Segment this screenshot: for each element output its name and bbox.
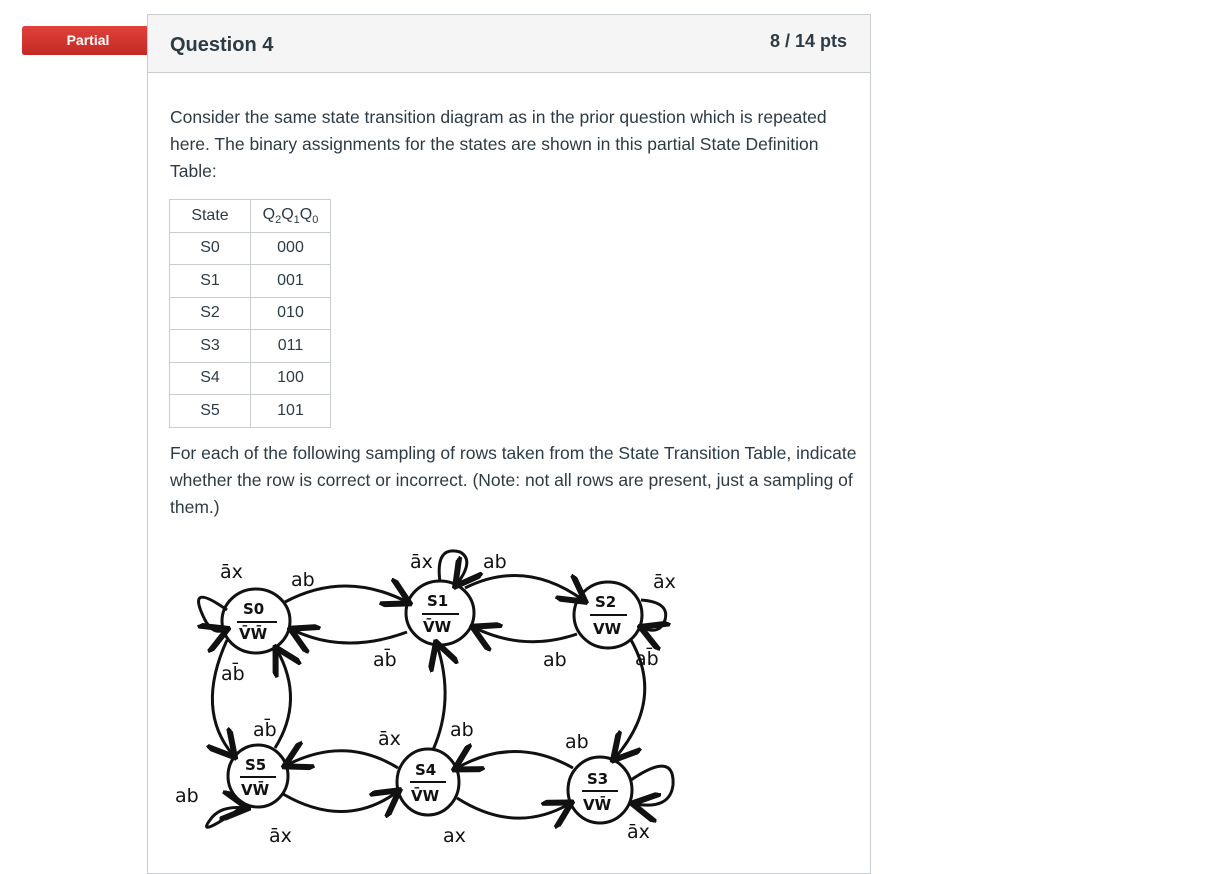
- state-s2-output: VW: [593, 620, 622, 638]
- state-s1-output: V̄W: [423, 618, 452, 636]
- question-title: Question 4: [170, 34, 274, 56]
- question-points: 8 / 14 pts: [769, 31, 847, 51]
- label-s4-s1: ab: [450, 719, 474, 741]
- state-s4-output: V̄W: [411, 787, 440, 805]
- edge-s1-s0: [293, 630, 407, 643]
- label-s2-s1: ab: [543, 649, 567, 671]
- table-row: S4 100: [170, 362, 331, 395]
- edge-s2-self: [641, 600, 666, 630]
- label-s5-s0: ab̄: [253, 719, 277, 741]
- label-s1-s2: ab: [483, 551, 507, 573]
- table-row: S5 101: [170, 395, 331, 428]
- edge-s5-self: [207, 805, 245, 827]
- label-s5-s4: āx: [269, 825, 292, 847]
- state-s0-output: V̄W̄: [239, 625, 268, 643]
- state-s3-output: VW̄: [583, 796, 612, 814]
- edge-s5-s4: [283, 792, 397, 812]
- table-row: S3 011: [170, 330, 331, 363]
- edge-s3-self: [631, 766, 673, 805]
- edge-s0-s5: [212, 640, 233, 755]
- state-s5-name: S5: [245, 756, 267, 774]
- label-s5-self: ab: [175, 785, 199, 807]
- edge-s2-s1: [475, 628, 577, 642]
- partial-badge-label: Partial: [66, 32, 110, 48]
- question-instructions: For each of the following sampling of rows taken from the State Transition Table, indicate whether the row is correct or incorrect. (Note: not all rows are present, just a sampling of them.): [170, 443, 857, 517]
- state-column-header: State: [170, 200, 251, 233]
- state-s3-name: S3: [587, 770, 609, 788]
- label-s4-s3: ax: [443, 825, 466, 847]
- edge-s1-s2: [465, 576, 583, 601]
- label-s3-s4: ab: [565, 731, 589, 753]
- label-s0-self: āx: [220, 561, 243, 583]
- edge-s5-s0: [275, 650, 291, 748]
- table-header-row: [170, 200, 331, 233]
- state-s0-name: S0: [243, 600, 265, 618]
- table-row: S2 010: [170, 297, 331, 330]
- label-s2-s3: ab̄: [635, 648, 659, 670]
- edge-s4-s1: [433, 645, 445, 750]
- state-definition-table: [169, 199, 331, 428]
- edge-s3-s4: [457, 752, 573, 769]
- state-s5-output: VW̄: [241, 781, 270, 799]
- state-s2-name: S2: [595, 593, 617, 611]
- state-s4-name: S4: [415, 761, 437, 779]
- question-intro: Consider the same state transition diagram as in the prior question which is repeated here. The binary assignments for the states are shown in this partial State Definition Table:: [170, 107, 827, 181]
- label-s2-self: āx: [653, 571, 676, 593]
- code-column-header: $Q_2Q_1Q_0$: [251, 200, 331, 233]
- label-s1-self: āx: [410, 551, 433, 573]
- label-s3-self: āx: [627, 821, 650, 843]
- state-transition-diagram: [165, 540, 695, 850]
- label-s1-s0: ab̄: [373, 649, 397, 671]
- state-s1-name: S1: [427, 592, 449, 610]
- label-s4-s5: āx: [378, 728, 401, 750]
- edge-s4-s3: [457, 798, 569, 818]
- question-header: [148, 15, 870, 73]
- edge-s1-self: [439, 551, 467, 584]
- table-row: S0 000: [170, 232, 331, 265]
- label-s0-s5: ab̄: [221, 663, 245, 685]
- label-s0-s1: ab: [291, 569, 315, 591]
- edge-s4-s5: [287, 751, 398, 768]
- table-row: S1 001: [170, 265, 331, 298]
